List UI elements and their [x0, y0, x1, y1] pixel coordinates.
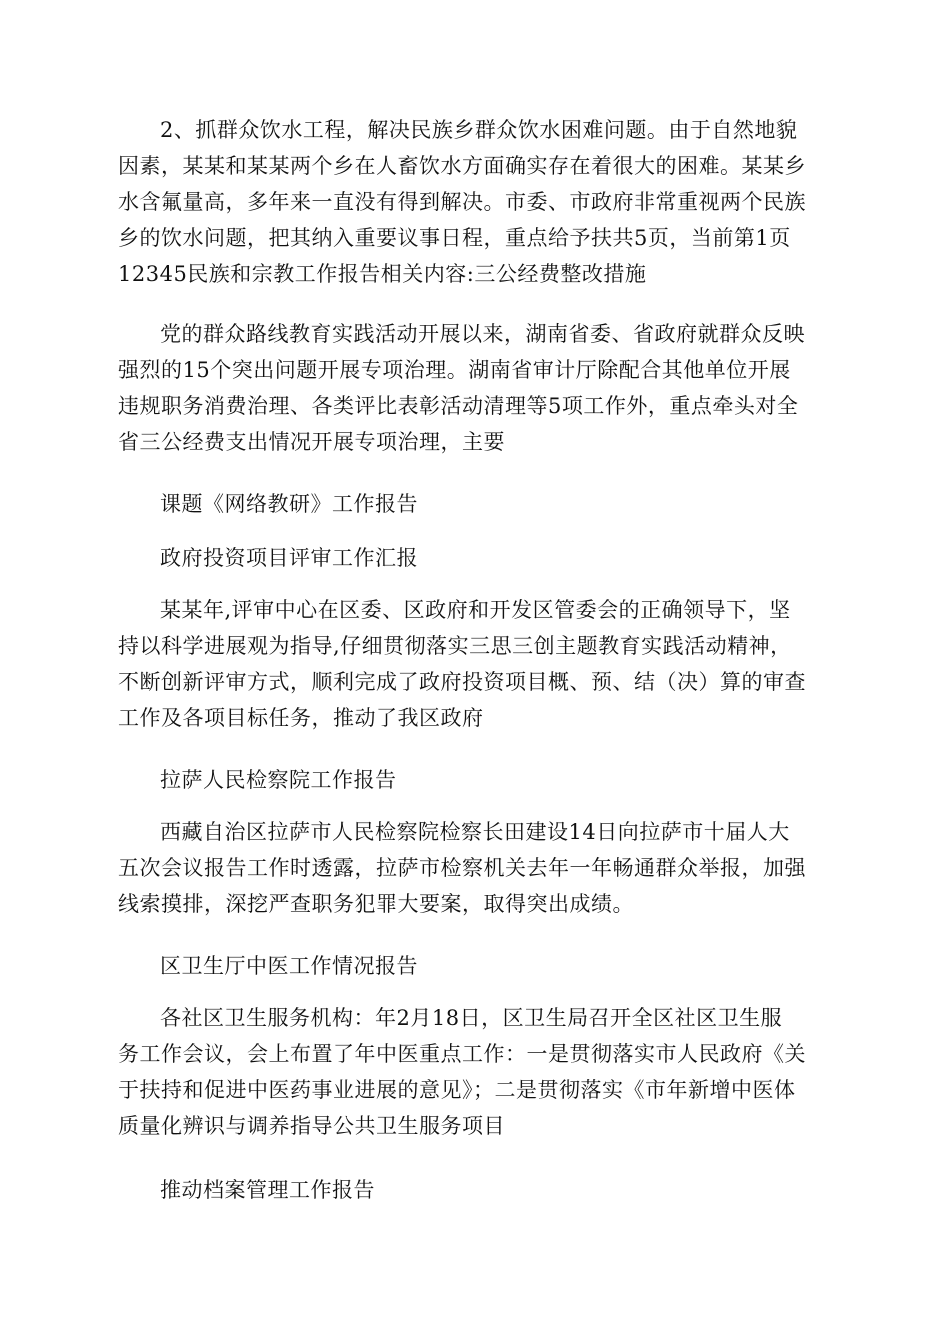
text-line: 各社区卫生服务机构：年2月18日，区卫生局召开全区社区卫生服	[160, 1006, 783, 1030]
heading-investment-review: 政府投资项目评审工作汇报	[160, 546, 418, 570]
text-line: 工作及各项目标任务，推动了我区政府	[118, 706, 484, 730]
heading-archive-management: 推动档案管理工作报告	[160, 1178, 375, 1202]
text-line: 不断创新评审方式，顺利完成了政府投资项目概、预、结（决）算的审查	[118, 670, 806, 694]
text-line: 线索摸排，深挖严查职务犯罪大要案，取得突出成绩。	[118, 892, 634, 916]
paragraph-drinking-water	[118, 112, 834, 292]
heading-lhasa-procuratorate: 拉萨人民检察院工作报告	[160, 768, 397, 792]
text-line: 因素，某某和某某两个乡在人畜饮水方面确实存在着很大的困难。某某乡	[118, 154, 806, 178]
text-line: 于扶持和促进中医药事业进展的意见》；二是贯彻落实《市年新增中医体	[118, 1078, 796, 1102]
text-line: 违规职务消费治理、各类评比表彰活动清理等5项工作外，重点牵头对全	[118, 394, 799, 418]
heading-tcm-report: 区卫生厅中医工作情况报告	[160, 954, 418, 978]
text-line: 质量化辨识与调养指导公共卫生服务项目	[118, 1114, 505, 1138]
text-line: 党的群众路线教育实践活动开展以来，湖南省委、省政府就群众反映	[160, 322, 805, 346]
paragraph-community-health	[118, 1000, 834, 1144]
text-line: 水含氟量高，多年来一直没有得到解决。市委、市政府非常重视两个民族	[118, 190, 806, 214]
text-line: 2、抓群众饮水工程，解决民族乡群众饮水困难问题。由于自然地貌	[160, 118, 798, 142]
text-line: 务工作会议，会上布置了年中医重点工作：一是贯彻落实市人民政府《关	[118, 1042, 806, 1066]
text-line: 强烈的15个突出问题开展专项治理。湖南省审计厅除配合其他单位开展	[118, 358, 791, 382]
text-line: 省三公经费支出情况开展专项治理，主要	[118, 430, 505, 454]
text-line: 持以科学进展观为指导,仔细贯彻落实三思三创主题教育实践活动精神，	[118, 634, 792, 658]
text-line: 西藏自治区拉萨市人民检察院检察长田建设14日向拉萨市十届人大	[160, 820, 790, 844]
paragraph-mass-line	[118, 316, 834, 460]
paragraph-lhasa	[118, 814, 834, 922]
text-line: 某某年,评审中心在区委、区政府和开发区管委会的正确领导下，坚	[160, 598, 791, 622]
paragraph-review-center	[118, 592, 834, 736]
heading-network-research: 课题《网络教研》工作报告	[160, 492, 418, 516]
text-line: 五次会议报告工作时透露，拉萨市检察机关去年一年畅通群众举报，加强	[118, 856, 806, 880]
text-line: 12345民族和宗教工作报告相关内容:三公经费整改措施	[118, 262, 647, 286]
text-line: 乡的饮水问题，把其纳入重要议事日程，重点给予扶共5页，当前第1页	[118, 226, 791, 250]
